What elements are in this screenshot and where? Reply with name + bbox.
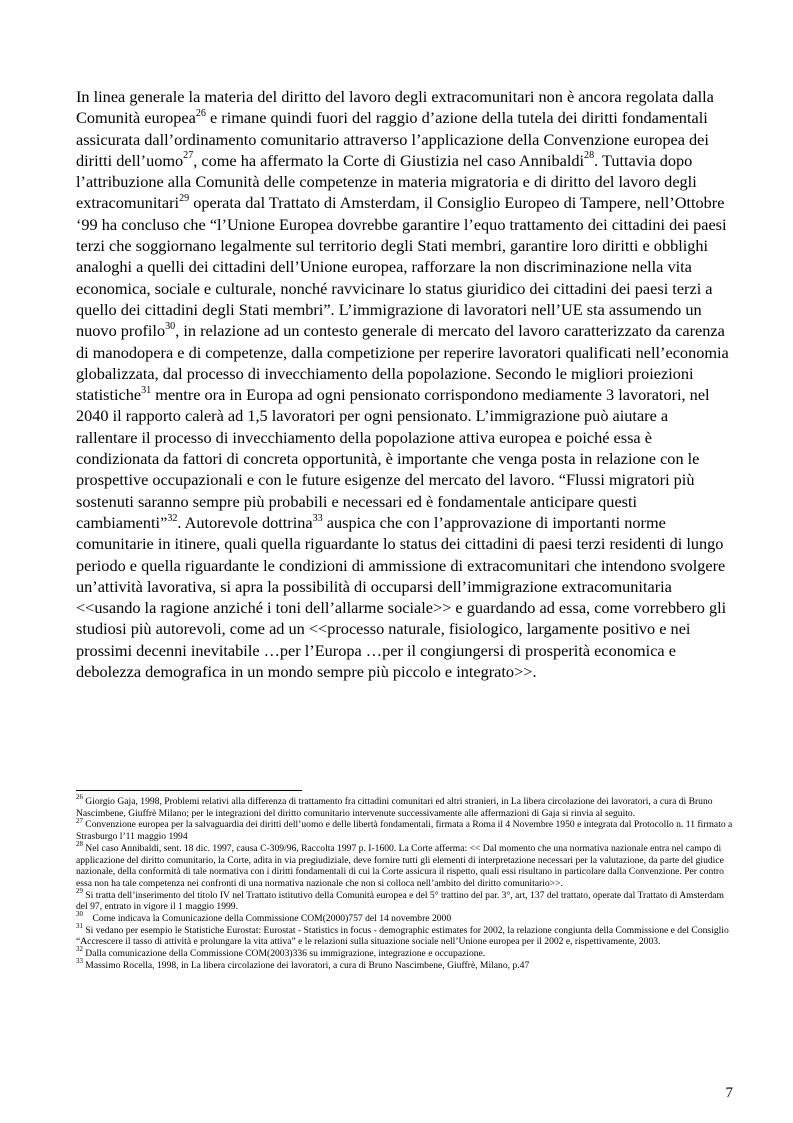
footnote-ref-31[interactable]: 31	[141, 384, 152, 396]
footnote-26	[76, 796, 736, 819]
footnote-ref-29[interactable]: 29	[179, 193, 190, 205]
body-text-segment: In linea generale la materia del diritto del lavoro degli extracomunitari non è ancora regolata dalla Comunità europea	[76, 87, 714, 128]
footnote-text: Massimo Rocella, 1998, in La libera circolazione dei lavoratori, a cura di Bruno Nascimbene, Giuffrè, Milano, p.47	[82, 959, 530, 971]
footnote-ref-26[interactable]: 26	[195, 107, 206, 119]
footnote-ref-33[interactable]: 33	[312, 512, 323, 524]
footnote-29	[76, 887, 736, 913]
footnote-number: 29	[76, 887, 83, 895]
footnote-separator	[76, 790, 302, 791]
footnote-32	[76, 948, 736, 960]
footnote-number: 31	[76, 922, 83, 930]
footnote-ref-28[interactable]: 28	[584, 150, 595, 162]
footnotes	[76, 796, 736, 972]
body-text-segment: , come ha affermato la Corte di Giustizia nel caso Annibaldi	[193, 150, 585, 170]
footnote-33	[76, 957, 736, 972]
body-text-segment: . Tuttavia dopo l’attribuzione alla Comunità delle competenze in materia migratoria e di diritto del lavoro degli extracomunitari	[76, 150, 697, 213]
body-text-segment: operata dal Trattato di Amsterdam, il Consiglio Europeo di Tampere, nell’Ottobre ‘99 ha concluso che “l’Unione Europea dovrebbe garantire l’equo trattamento dei cittadini dei paesi terzi che soggiornano legalmente sul territorio degli Stati membri, garantire loro diritti e obblighi analoghi a quelli dei cittadini dell’Unione europea, rafforzare la non discriminazione nella vita economica, sociale e culturale, nonché ravvicinare lo status giuridico dei cittadini dei paesi terzi a quello dei cittadini degli Stati membri”. L’immigrazione di lavoratori nell’UE sta assumendo un nuovo profilo	[76, 193, 727, 341]
body-text-segment: . Autorevole dottrina	[177, 512, 313, 532]
footnote-27	[76, 819, 736, 842]
footnote-text: Si tratta dell’inserimento del titolo IV nel Trattato istitutivo della Comunità europea e del 5° trattino del par. 3°, art, 137 del trattato, operate dal Trattato di Amsterdam del 97, entrato in vigore il 1 maggio 1999.	[76, 889, 724, 913]
footnote-text: Convenzione europea per la salvaguardia dei diritti dell’uomo e delle libertà fondamentali, firmata a Roma il 4 Novembre 1950 e integrata dal Protocollo n. 11 firmato a Strasburgo l’11 maggio 1994	[76, 819, 733, 843]
footnote-text: Nel caso Annibaldi, sent. 18 dic. 1997, causa C-309/96, Raccolta 1997 p. I-1600. La Corte afferma: << Dal momento che una normativa nazionale entra nel campo di applicazione del diritto comunitario, la Corte, adita in via pregiudiziale, deve fornire tutti gli elementi di interpretazione necessari per la valutazione, da parte del giudice nazionale, della conformità di tale normativa con i diritti fondamentali di cui la Corte assicura il rispetto, quali essi risultano in particolare dalla Convenzione. Per contro essa non ha tale competenza nei confronti di una normativa nazionale che non si colloca nell’ambito del diritto comunitario>>.	[76, 842, 724, 889]
footnote-number: 30	[76, 911, 83, 919]
footnote-text: Come indicava la Comunicazione della Commissione COM(2000)757 del 14 novembre 2000	[82, 913, 452, 925]
footnote-number: 33	[76, 957, 83, 965]
footnote-text: Dalla comunicazione della Commissione COM(2003)336 su immigrazione, integrazione e occupazione.	[82, 948, 486, 960]
footnote-number: 32	[76, 946, 83, 954]
body-text-segment: e rimane quindi fuori del raggio d’azione della tutela dei diritti fondamentali assicurata dall’ordinamento comunitario attraverso l’applicazione della Convenzione europea dei diritti dell’uomo	[76, 108, 709, 170]
page-number: 7	[725, 1085, 733, 1101]
footnote-text: Giorgio Gaja, 1998, Problemi relativi alla differenza di trattamento fra cittadini comunitari ed altri stranieri, in La libera circolazione dei lavoratori, a cura di Bruno Nascimbene, Giuffrè Milano; per le integrazioni del diritto comunitario intervenute successivamente alle affermazioni di Gaja si rinvia al seguito.	[76, 796, 713, 819]
footnote-28	[76, 840, 736, 890]
footnote-31	[76, 922, 736, 948]
body-paragraph	[76, 86, 732, 682]
footnote-number: 27	[76, 817, 83, 825]
body-text-segment: , in relazione ad un contesto generale di mercato del lavoro caratterizzato da carenza di manodopera e di competenze, dalla competizione per reperire lavoratori qualificati nell’economia globalizzata, dal processo di invecchiamento della popolazione. Secondo le migliori proiezioni statistiche	[76, 321, 729, 405]
footnote-text: Si vedano per esempio le Statistiche Eurostat: Eurostat - Statistics in focus - demographic estimates for 2002, la relazione congiunta della Commissione e del Consiglio “Accrescere il tasso di attività e prolungare la vita attiva” e le relazioni sulla situazione sociale nell’Unione europea per il 2002 e, rispettivamente, 2003.	[76, 924, 729, 948]
footnote-number: 28	[76, 840, 83, 848]
footnote-number: 26	[76, 794, 83, 802]
footnote-ref-32[interactable]: 32	[167, 512, 178, 524]
footnote-30	[76, 913, 736, 925]
footnote-ref-27[interactable]: 27	[183, 150, 194, 162]
body-text-segment: auspica che con l’approvazione di importanti norme comunitarie in itinere, quali quella riguardante lo status dei cittadini di paesi terzi residenti di lungo periodo e quella riguardante le condizioni di ammissione di extracomunitari che intendono svolgere un’attività lavorativa, si apra la possibilità di occuparsi dell’immigrazione extracomunitaria <<usando la ragione anziché i toni dell’allarme sociale>> e guardando ad essa, come vorrebbero gli studiosi più autorevoli, come ad un <<processo naturale, fisiologico, largamente positivo e nei prossimi decenni inevitabile …per l’Europa …per il congiungersi di prosperità economica e debolezza demografica in un mondo sempre più piccolo e integrato>>.	[76, 512, 727, 682]
body-text-segment: mentre ora in Europa ad ogni pensionato corrispondono mediamente 3 lavoratori, nel 2040 il rapporto calerà ad 1,5 lavoratori per ogni pensionato. L’immigrazione può aiutare a rallentare il processo di invecchiamento della popolazione attiva europea e poiché essa è condizionata da fattori di concreta opportunità, è importante che venga posta in relazione con le prospettive occupazionali e con le future esigenze del mercato del lavoro. “Flussi migratori più sostenuti saranno sempre più probabili e necessari ed è fondamentale anticipare questi cambiamenti”	[76, 385, 710, 532]
footnote-ref-30[interactable]: 30	[165, 320, 176, 332]
